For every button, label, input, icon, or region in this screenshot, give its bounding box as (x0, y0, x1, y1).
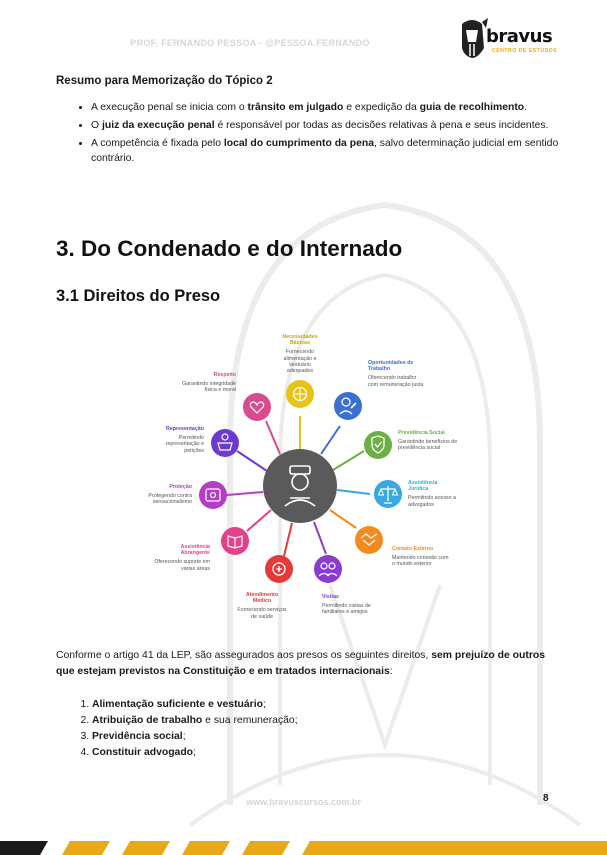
node-label: Representação Permitindo representação e petições (165, 426, 204, 454)
handshake-icon (355, 526, 383, 554)
rights-item: 3. Previdência social; (92, 729, 572, 745)
summary-item: • A execução penal se inicia com o trânsito em julgado e expedição da guia de recolhimento. (91, 100, 591, 115)
node-label: Contato Externo Mantendo conexão com o mundo exterior (392, 546, 449, 568)
eye-shield-icon (199, 481, 227, 509)
node-label: Previdência Social Garantindo benefícios de previdência social (398, 430, 458, 452)
node-label: Necessidades Básicas Fornecendo alimentação e vestuário adequados (282, 334, 318, 375)
rights-list (56, 697, 572, 761)
globe-icon (286, 380, 314, 408)
logo-text: bravus (486, 26, 553, 47)
rights-item: 1. Alimentação suficiente e vestuário; (92, 697, 572, 713)
center-circle (263, 449, 337, 523)
scales-icon (374, 480, 402, 508)
node-label: Respeito Garantindo integridade física e moral (182, 372, 236, 394)
node-label: Visitas Permitindo visitas de familiares e amigos (322, 594, 371, 616)
summary-list (56, 100, 591, 169)
heart-hands-icon (243, 393, 271, 421)
rights-item: 4. Constituir advogado; (92, 745, 572, 761)
node-label: Proteção Protegendo contra sensacionalismo (148, 484, 192, 506)
medical-icon (265, 555, 293, 583)
footer-site: www.bravuscursos.com.br (246, 797, 361, 807)
author-header: PROF. FERNANDO PESSOA - @PESSOA.FERNANDO (130, 38, 370, 48)
book-icon (221, 527, 249, 555)
rights-infographic (140, 326, 470, 631)
section-title: 3. Do Condenado e do Internado (56, 236, 403, 261)
node-label: Assistência Abrangente Oferecendo suporte em várias áreas (154, 544, 210, 572)
summary-item: • O juiz da execução penal é responsável por todas as decisões relativas à pena e seus incidentes. (91, 118, 591, 133)
node-label: Oportunidades de Trabalho Oferecendo trabalho com remuneração justa (368, 360, 424, 388)
shield-icon (364, 431, 392, 459)
podium-icon (211, 429, 239, 457)
people-icon (314, 555, 342, 583)
logo-subtitle: CENTRO DE ESTUDOS (492, 48, 558, 54)
summary-title: Resumo para Memorização do Tópico 2 (56, 75, 273, 87)
footer-stripe (0, 841, 607, 855)
article-paragraph: Conforme o artigo 41 da LEP, são assegurados aos presos os seguintes direitos, sem prejuízo de outros que estejam previstos na Constituição e em tratados internacionais: (56, 650, 545, 677)
node-label: Atendimento Médico Fornecendo serviços de saúde (237, 592, 287, 620)
node-label: Assistência Jurídica Permitindo acesso a advogados (408, 480, 456, 508)
section-subtitle: 3.1 Direitos do Preso (56, 287, 221, 305)
rights-item: 2. Atribuição de trabalho e sua remuneração; (92, 713, 572, 729)
worker-icon (334, 392, 362, 420)
page-number: 8 (543, 793, 549, 804)
summary-item: • A competência é fixada pelo local do cumprimento da pena, salvo determinação judicial em sentido contrário. (91, 136, 591, 166)
